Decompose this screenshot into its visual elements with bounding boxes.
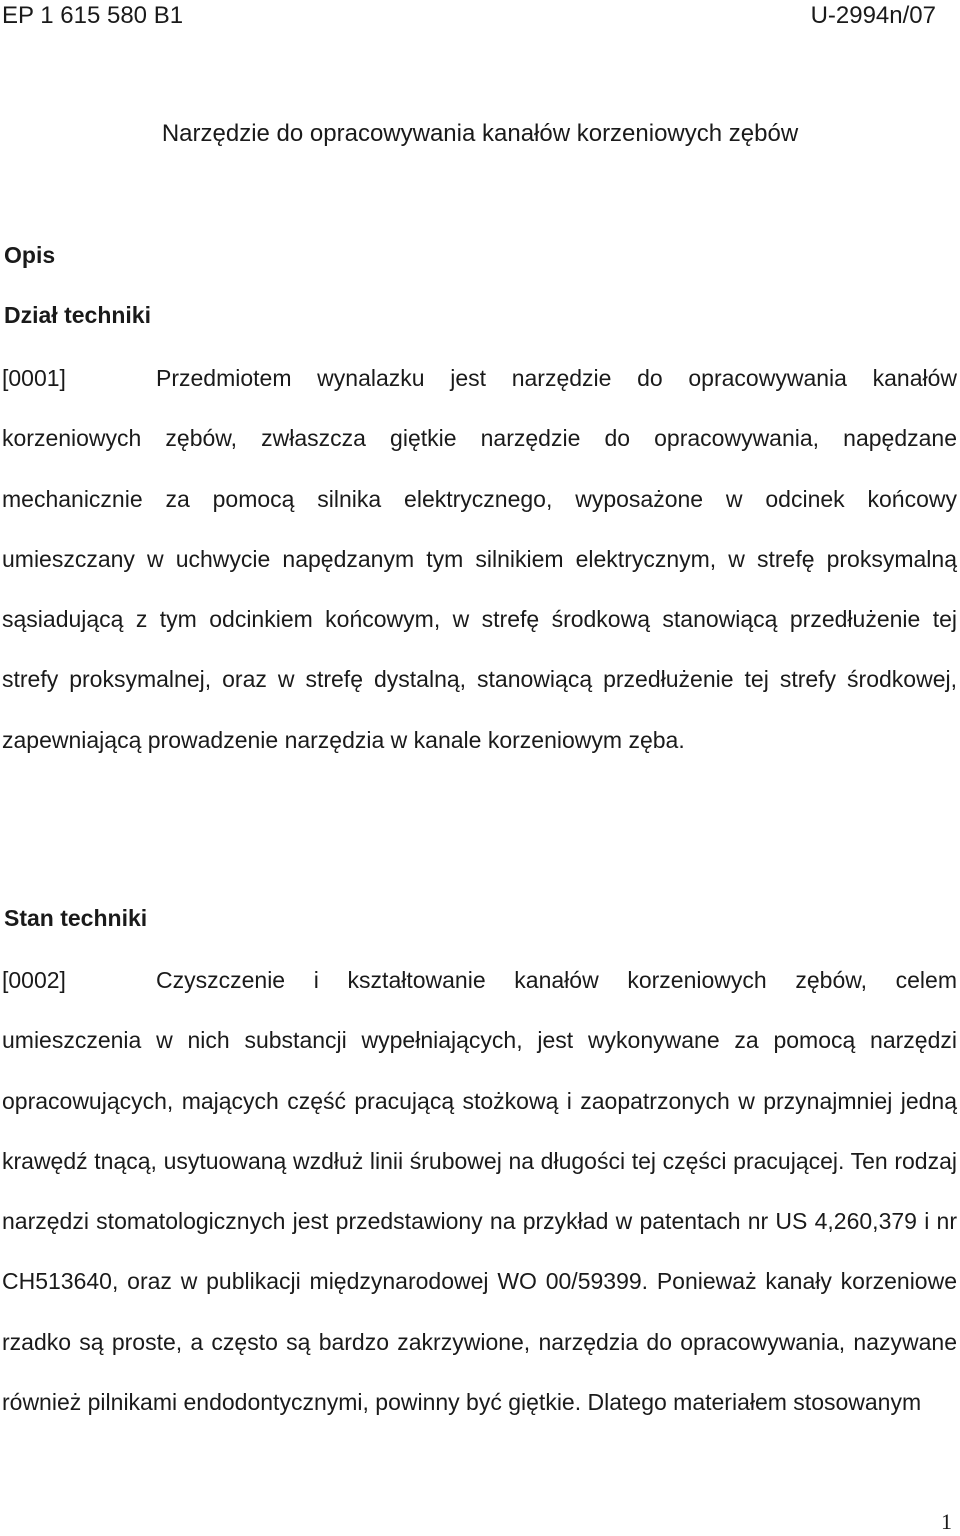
paragraph-number: [0002] <box>2 967 66 993</box>
section-heading-stan-techniki: Stan techniki <box>4 905 148 931</box>
page-number: 1 <box>941 1509 952 1534</box>
paragraph-number: [0001] <box>2 365 66 391</box>
document-reference: U-2994n/07 <box>810 2 936 29</box>
section-heading-dzial-techniki: Dział techniki <box>4 302 151 328</box>
paragraph-0002 <box>2 950 957 1432</box>
patent-number: EP 1 615 580 B1 <box>2 2 184 29</box>
document-title: Narzędzie do opracowywania kanałów korzeniowych zębów <box>161 120 799 147</box>
paragraph-text: Czyszczenie i kształtowanie kanałów korzeniowych zębów, celem umieszczenia w nich substancji wypełniających, jest wykonywane za pomocą narzędzi opracowujących, mających część pracującą stożkową i zaopatrzonych w przynajmniej jedną krawędź tnącą, usytuowaną wzdłuż linii śrubowej na długości tej części pracującej. Ten rodzaj narzędzi stomatologicznych jest przedstawiony na przykład w patentach nr US 4,260,379 i nr CH513640, oraz w publikacji międzynarodowej WO 00/59399. Ponieważ kanały korzeniowe rzadko są proste, a często są bardzo zakrzywione, narzędzia do opracowywania, nazywane również pilnikami endodontycznymi, powinny być giętkie. Dlatego materiałem stosowanym <box>2 967 957 1416</box>
paragraph-0001 <box>2 348 957 770</box>
paragraph-text: Przedmiotem wynalazku jest narzędzie do opracowywania kanałów korzeniowych zębów, zwłaszcza giętkie narzędzie do opracowywania, napędzane mechanicznie za pomocą silnika elektrycznego, wyposażone w odcinek końcowy umieszczany w uchwycie napędzanym tym silnikiem elektrycznym, w strefę proksymalną sąsiadującą z tym odcinkiem końcowym, w strefę środkową stanowiącą przedłużenie tej strefy proksymalnej, oraz w strefę dystalną, stanowiącą przedłużenie tej strefy środkowej, zapewniającą prowadzenie narzędzia w kanale korzeniowym zęba. <box>2 365 957 753</box>
section-heading-opis: Opis <box>4 242 56 268</box>
